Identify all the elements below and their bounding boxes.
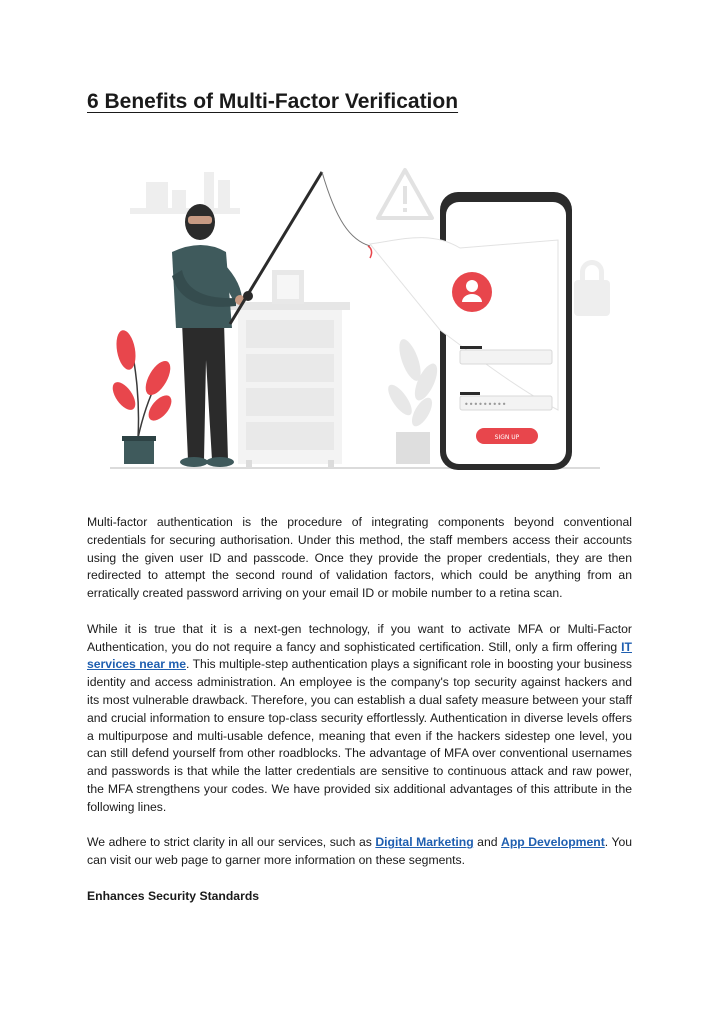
section-heading: Enhances Security Standards xyxy=(87,888,260,903)
page-title: 6 Benefits of Multi-Factor Verification xyxy=(87,90,459,113)
cabinet-icon xyxy=(230,302,350,468)
app-development-link[interactable]: App Development xyxy=(501,835,605,850)
padlock-icon xyxy=(574,260,610,316)
it-services-link[interactable]: IT services near me xyxy=(87,639,632,672)
article-body xyxy=(87,514,632,906)
paragraph-intro: Multi-factor authentication is the procedure of integrating components beyond conventional credentials for securing authorisation. Under this method, the staff members access their accounts using the given user ID and passcode. Once they provide the proper credentials, they are then redirected to attempt the second round of validation factors, which could be anything from an erratically created password arriving on your email ID or mobile number to a retina scan. xyxy=(87,515,632,601)
digital-marketing-link[interactable]: Digital Marketing xyxy=(375,835,474,850)
phone-icon xyxy=(370,192,572,470)
picture-frame-icon xyxy=(272,270,304,304)
paragraph-services: We adhere to strict clarity in all our services, such as Digital Marketing and App Development. You can visit our web page to garner more information on these segments. xyxy=(87,835,633,868)
hacker-phishing-illustration xyxy=(100,160,620,480)
background-plant-icon xyxy=(384,337,442,464)
red-plant-icon xyxy=(108,329,176,464)
password-mask: ••••••••• xyxy=(464,400,507,409)
hacker-figure-icon xyxy=(172,204,245,467)
paragraph-mfa: While it is true that it is a next-gen technology, if you want to activate MFA or Multi-Factor Authentication, you do not require a fancy and sophisticated certification. Still, only a firm offering IT services near me. This multiple-step authentication plays a significant role in boosting your business identity and access administration. An employee is the company's top security against hackers and its most vulnerable drawback. Therefore, you can establish a dual safety measure between your staff and crucial information to ensure top-class security effortlessly. Authentication in diverse levels offers a multipurpose and multi-usable defence, meaning that even if the hackers sidestep one level, you can still defend yourself from other roadblocks. The advantage of MFA over conventional usernames and passwords is that while the latter credentials are sensitive to continuous attack and raw power, the MFA strengthens your codes. We have provided six additional advantages of this attribute in the following lines. xyxy=(87,621,632,814)
warning-icon xyxy=(378,170,432,218)
shelf-icon xyxy=(130,172,240,214)
sign-up-label: SIGN UP xyxy=(494,434,520,441)
